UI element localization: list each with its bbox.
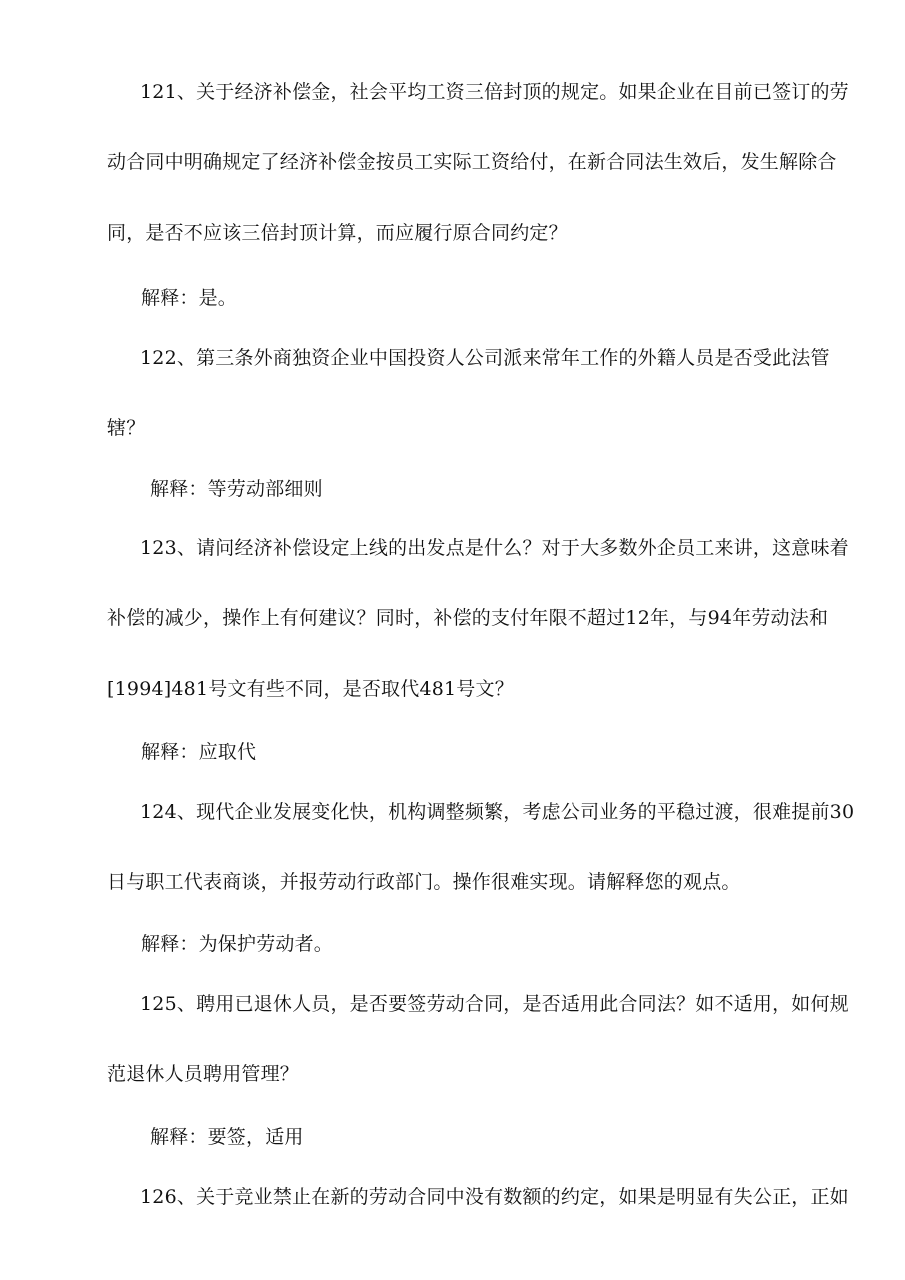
q124-line-1: 124、现代企业发展变化快，机构调整频繁，考虑公司业务的平稳过渡，很难提前30: [140, 801, 855, 823]
q121-line-3: 同，是否不应该三倍封顶计算，而应履行原合同约定？: [107, 222, 568, 244]
q121-line-1: 121、关于经济补偿金，社会平均工资三倍封顶的规定。如果企业在目前已签订的劳: [140, 81, 849, 103]
q126-line-1: 126、关于竞业禁止在新的劳动合同中没有数额的约定，如果是明显有失公正，正如: [140, 1186, 849, 1208]
q122-line-1: 122、第三条外商独资企业中国投资人公司派来常年工作的外籍人员是否受此法管: [140, 347, 830, 369]
a124-answer: 解释：为保护劳动者。: [141, 933, 334, 955]
q125-line-1: 125、聘用已退休人员，是否要签劳动合同，是否适用此合同法？如不适用，如何规: [140, 993, 849, 1015]
q122-line-2: 辖？: [107, 417, 146, 439]
a121-answer: 解释：是。: [141, 287, 238, 309]
a125-answer: 解释：要签，适用: [150, 1126, 304, 1148]
q121-line-2: 动合同中明确规定了经济补偿金按员工实际工资给付，在新合同法生效后，发生解除合: [107, 151, 837, 173]
q124-line-2: 日与职工代表商谈，并报劳动行政部门。操作很难实现。请解释您的观点。: [107, 871, 741, 893]
a123-answer: 解释：应取代: [141, 741, 257, 763]
a122-answer: 解释：等劳动部细则: [150, 478, 323, 500]
q125-line-2: 范退休人员聘用管理？: [107, 1063, 300, 1085]
q123-line-1: 123、请问经济补偿设定上线的出发点是什么？对于大多数外企员工来讲，这意味着: [140, 537, 849, 559]
q123-line-3: [1994]481号文有些不同，是否取代481号文？: [107, 678, 514, 700]
q123-line-2: 补偿的减少，操作上有何建议？同时，补偿的支付年限不超过12年，与94年劳动法和: [107, 607, 829, 629]
